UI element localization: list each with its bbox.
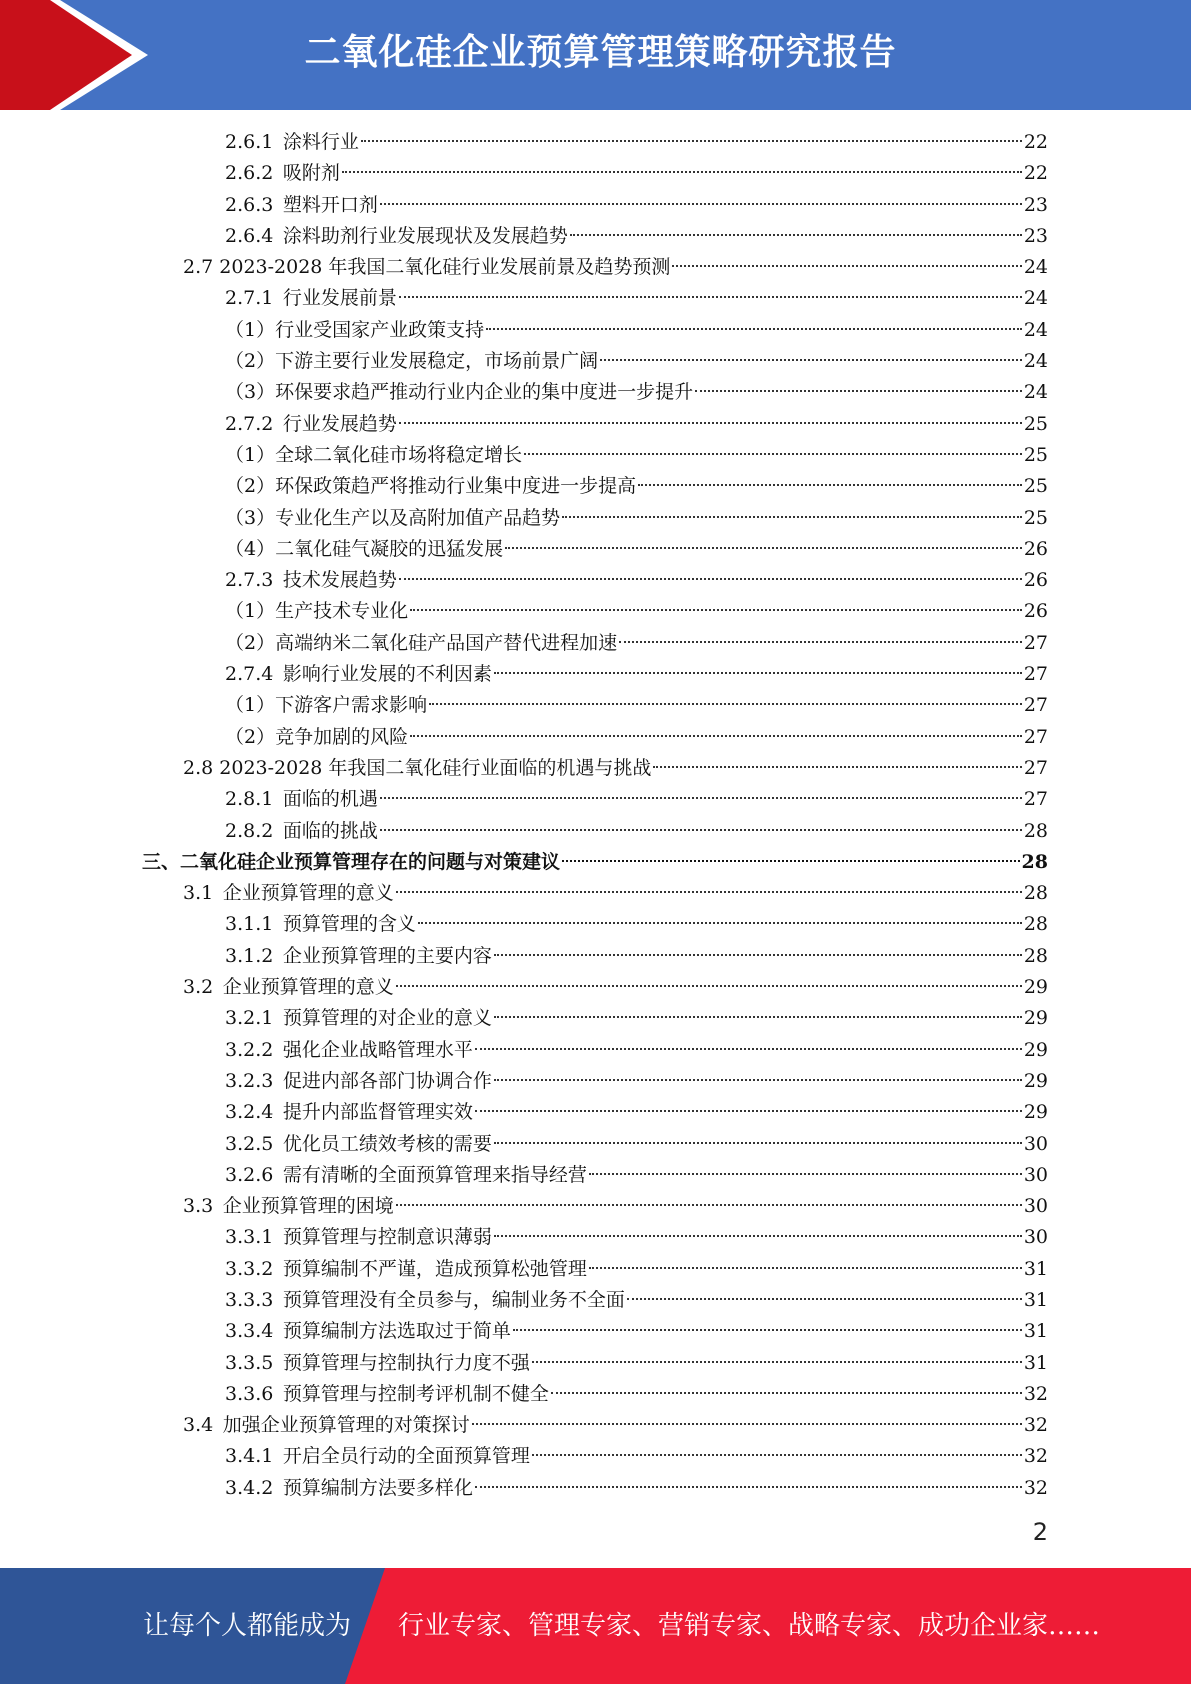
- toc-entry[interactable]: [0, 1410, 1191, 1441]
- toc-entry-title: [225, 534, 503, 565]
- toc-entry-text: 企业预算管理的意义: [222, 976, 394, 999]
- header-banner: [0, 0, 1191, 110]
- toc-entry-title: [225, 690, 427, 721]
- toc-entry-number: （1）: [225, 694, 276, 717]
- toc-entry-page: 27: [1023, 694, 1048, 717]
- toc-dot-leader: [494, 1142, 1022, 1144]
- toc-entry-page: 23: [1023, 193, 1048, 216]
- toc-entry-title: [225, 1316, 511, 1347]
- toc-entry-title: [225, 190, 378, 221]
- toc-entry-text: 行业发展前景: [282, 287, 397, 310]
- toc-entry-number: 三、: [142, 850, 181, 873]
- toc-entry-number: 2.6.4: [225, 224, 274, 247]
- toc-dot-leader: [399, 578, 1022, 580]
- toc-dot-leader: [532, 1361, 1022, 1363]
- toc-entry-title: [183, 1191, 394, 1222]
- toc-entry-title: [225, 628, 617, 659]
- toc-dot-leader: [475, 1110, 1022, 1112]
- toc-dot-leader: [399, 296, 1022, 298]
- toc-entry-title: [225, 722, 408, 753]
- toc-entry-title: [225, 1379, 549, 1410]
- toc-entry[interactable]: [0, 1379, 1191, 1410]
- toc-entry-text: 竞争加剧的风险: [275, 725, 409, 748]
- toc-entry-number: 3.2.6: [225, 1163, 274, 1186]
- toc-entry-page: 32: [1023, 1476, 1048, 1499]
- toc-entry-text: 面临的挑战: [282, 819, 378, 842]
- toc-entry-title: [225, 503, 560, 534]
- toc-dot-leader: [524, 453, 1022, 455]
- toc-entry-text: 下游客户需求影响: [275, 694, 428, 717]
- toc-entry-page: 23: [1023, 224, 1048, 247]
- toc-entry[interactable]: [0, 816, 1191, 847]
- toc-entry-number: （1）: [225, 318, 276, 341]
- report-title: 二氧化硅企业预算管理策略研究报告: [304, 32, 897, 73]
- toc-entry-title: [225, 596, 408, 627]
- toc-entry[interactable]: [0, 1348, 1191, 1379]
- toc-dot-leader: [410, 735, 1022, 737]
- toc-entry-text: 影响行业发展的不利因素: [282, 663, 492, 686]
- toc-entry-text: 涂料助剂行业发展现状及发展趋势: [282, 224, 568, 247]
- toc-entry-number: 3.2: [183, 976, 214, 999]
- toc-entry-page: 31: [1023, 1257, 1048, 1280]
- toc-entry[interactable]: [0, 1254, 1191, 1285]
- toc-entry-title: [225, 784, 378, 815]
- toc-entry-page: 25: [1023, 475, 1048, 498]
- toc-entry-text: 预算管理没有全员参与，编制业务不全面: [282, 1288, 625, 1311]
- toc-entry[interactable]: [0, 1473, 1191, 1504]
- toc-entry-number: 3.2.5: [225, 1132, 274, 1155]
- toc-entry-page: 32: [1023, 1414, 1048, 1437]
- toc-entry-title: [183, 1410, 470, 1441]
- toc-entry-number: 3.2.4: [225, 1101, 274, 1124]
- toc-entry-title: [225, 659, 492, 690]
- toc-dot-leader: [589, 1267, 1022, 1269]
- toc-entry-text: 促进内部各部门协调合作: [282, 1069, 492, 1092]
- toc-entry-title: [225, 1348, 530, 1379]
- toc-entry-page: 29: [1023, 1007, 1048, 1030]
- toc-entry-text: 环保政策趋严将推动行业集中度进一步提高: [275, 475, 637, 498]
- toc-entry-text: 下游主要行业发展稳定，市场前景广阔: [275, 350, 599, 373]
- toc-entry-page: 22: [1023, 162, 1048, 185]
- toc-entry-text: 技术发展趋势: [282, 569, 397, 592]
- toc-dot-leader: [672, 265, 1021, 267]
- toc-dot-leader: [380, 797, 1022, 799]
- toc-entry-page: 30: [1023, 1226, 1048, 1249]
- toc-dot-leader: [418, 922, 1022, 924]
- toc-dot-leader: [494, 1016, 1022, 1018]
- toc-dot-leader: [342, 171, 1022, 173]
- page-number: 2: [1032, 1518, 1048, 1546]
- toc-entry-title: [225, 409, 397, 440]
- toc-entry[interactable]: [0, 158, 1191, 189]
- toc-entry-text: 全球二氧化硅市场将稳定增长: [275, 443, 523, 466]
- toc-entry-text: 预算管理与控制执行力度不强: [282, 1351, 530, 1374]
- footer-banner: [0, 1568, 1191, 1684]
- toc-entry-title: [225, 471, 636, 502]
- toc-entry-page: 25: [1023, 412, 1048, 435]
- toc-entry-title: [225, 377, 693, 408]
- toc-entry-number: 3.4.1: [225, 1445, 274, 1468]
- toc-dot-leader: [513, 1329, 1022, 1331]
- toc-entry[interactable]: [0, 315, 1191, 346]
- toc-entry-text: 预算编制方法要多样化: [282, 1476, 473, 1499]
- toc-entry-page: 24: [1023, 381, 1048, 404]
- toc-entry-title: [225, 909, 416, 940]
- toc-entry[interactable]: [0, 283, 1191, 314]
- toc-entry-page: 28: [1023, 944, 1048, 967]
- toc-entry-text: 二氧化硅气凝胶的迅猛发展: [275, 537, 504, 560]
- toc-entry[interactable]: [0, 847, 1191, 878]
- toc-dot-leader: [380, 203, 1022, 205]
- toc-entry-title: [225, 346, 598, 377]
- toc-entry-text: 预算管理与控制意识薄弱: [282, 1226, 492, 1249]
- toc-entry-text: 专业化生产以及高附加值产品趋势: [275, 506, 561, 529]
- toc-entry[interactable]: [0, 1191, 1191, 1222]
- toc-entry-text: 行业发展趋势: [282, 412, 397, 435]
- toc-entry-text: 2023-2028 年我国二氧化硅行业面临的机遇与挑战: [219, 756, 652, 779]
- toc-entry-page: 30: [1023, 1132, 1048, 1155]
- toc-entry[interactable]: [0, 972, 1191, 1003]
- toc-entry[interactable]: [0, 1285, 1191, 1316]
- toc-entry[interactable]: [0, 471, 1191, 502]
- footer-slogan-left: 让每个人都能成为: [143, 1611, 352, 1641]
- toc-entry-page: 25: [1023, 506, 1048, 529]
- toc-entry-number: 2.8.2: [225, 819, 274, 842]
- toc-entry-title: [142, 847, 560, 878]
- toc-entry-page: 29: [1023, 1101, 1048, 1124]
- toc-entry-title: [225, 1035, 473, 1066]
- toc-entry-title: [183, 753, 651, 784]
- toc-entry-page: 27: [1023, 631, 1048, 654]
- toc-entry-number: （2）: [225, 631, 276, 654]
- toc-entry-text: 预算管理的含义: [282, 913, 416, 936]
- toc-entry-text: 预算管理与控制考评机制不健全: [282, 1382, 549, 1405]
- toc-dot-leader: [396, 891, 1022, 893]
- toc-entry-page: 24: [1023, 256, 1048, 279]
- toc-entry-title: [183, 252, 670, 283]
- toc-entry-text: 涂料行业: [282, 131, 359, 153]
- toc-entry-number: 3.2.3: [225, 1069, 274, 1092]
- toc-entry-text: 提升内部监督管理实效: [282, 1101, 473, 1124]
- toc-dot-leader: [505, 547, 1022, 549]
- toc-dot-leader: [695, 390, 1022, 392]
- toc-entry-text: 面临的机遇: [282, 788, 378, 811]
- toc-entry-number: 2.8.1: [225, 788, 274, 811]
- toc-entry-title: [225, 1129, 492, 1160]
- toc-entry[interactable]: [0, 252, 1191, 283]
- toc-entry-page: 31: [1023, 1288, 1048, 1311]
- toc-entry-page: 32: [1023, 1382, 1048, 1405]
- toc-entry-number: （1）: [225, 443, 276, 466]
- toc-dot-leader: [486, 328, 1022, 330]
- toc-entry-page: 27: [1023, 788, 1048, 811]
- toc-entry-page: 31: [1023, 1320, 1048, 1343]
- toc-entry-number: （2）: [225, 350, 276, 373]
- toc-entry-page: 31: [1023, 1351, 1048, 1374]
- toc-entry[interactable]: [0, 565, 1191, 596]
- toc-entry-page: 27: [1023, 756, 1048, 779]
- toc-entry-number: 3.3.3: [225, 1288, 274, 1311]
- toc-entry[interactable]: [0, 878, 1191, 909]
- toc-dot-leader: [410, 609, 1022, 611]
- toc-dot-leader: [396, 1204, 1022, 1206]
- toc-dot-leader: [494, 1079, 1022, 1081]
- toc-entry-number: 3.3.5: [225, 1351, 274, 1374]
- toc-entry-number: （4）: [225, 537, 276, 560]
- toc-entry-title: [183, 972, 394, 1003]
- toc-entry-title: [225, 1441, 530, 1472]
- toc-entry-page: 22: [1023, 131, 1048, 153]
- toc-entry-number: 3.3.4: [225, 1320, 274, 1343]
- toc-entry-page: 30: [1023, 1163, 1048, 1186]
- toc-dot-leader: [551, 1392, 1022, 1394]
- toc-entry-number: 2.6.2: [225, 162, 274, 185]
- toc-entry-text: 生产技术专业化: [275, 600, 409, 623]
- toc-entry[interactable]: [0, 1066, 1191, 1097]
- toc-entry[interactable]: [0, 722, 1191, 753]
- toc-entry[interactable]: [0, 1160, 1191, 1191]
- toc-entry-text: 需有清晰的全面预算管理来指导经营: [282, 1163, 587, 1186]
- toc-entry-text: 开启全员行动的全面预算管理: [282, 1445, 530, 1468]
- toc-entry-page: 29: [1023, 1038, 1048, 1061]
- toc-dot-leader: [399, 422, 1022, 424]
- toc-entry-title: [225, 158, 340, 189]
- toc-entry-number: 3.4: [183, 1414, 214, 1437]
- toc-entry-text: 企业预算管理的主要内容: [282, 944, 492, 967]
- toc-entry-text: 预算编制方法选取过于简单: [282, 1320, 511, 1343]
- toc-dot-leader: [475, 1048, 1022, 1050]
- toc-entry-title: [225, 221, 568, 252]
- toc-entry[interactable]: [0, 1441, 1191, 1472]
- toc-dot-leader: [600, 359, 1022, 361]
- toc-entry-number: 2.6.3: [225, 193, 274, 216]
- toc-entry[interactable]: [0, 784, 1191, 815]
- toc-dot-leader: [380, 829, 1022, 831]
- toc-dot-leader: [627, 1298, 1022, 1300]
- toc-dot-leader: [653, 766, 1021, 768]
- toc-dot-leader: [638, 484, 1022, 486]
- toc-entry[interactable]: [0, 628, 1191, 659]
- toc-entry-number: 2.7.2: [225, 412, 274, 435]
- toc-entry-number: 2.8: [183, 756, 214, 779]
- toc-entry-page: 24: [1023, 318, 1048, 341]
- toc-dot-leader: [361, 140, 1022, 142]
- toc-entry-page: 29: [1023, 976, 1048, 999]
- toc-entry-page: 30: [1023, 1195, 1048, 1218]
- toc-entry-text: 预算编制不严谨，造成预算松弛管理: [282, 1257, 587, 1280]
- toc-entry[interactable]: [0, 190, 1191, 221]
- toc-entry[interactable]: [0, 221, 1191, 252]
- toc-entry-text: 2023-2028 年我国二氧化硅行业发展前景及趋势预测: [219, 256, 671, 279]
- toc-dot-leader: [396, 985, 1022, 987]
- toc-entry[interactable]: [0, 659, 1191, 690]
- toc-entry[interactable]: [0, 690, 1191, 721]
- toc-entry-number: 2.7.3: [225, 569, 274, 592]
- toc-entry-page: 24: [1023, 287, 1048, 310]
- toc-entry[interactable]: [0, 1129, 1191, 1160]
- toc-dot-leader: [532, 1454, 1022, 1456]
- toc-entry-text: 优化员工绩效考核的需要: [282, 1132, 492, 1155]
- toc-entry-number: 3.3.1: [225, 1226, 274, 1249]
- toc-entry-number: （2）: [225, 475, 276, 498]
- toc-dot-leader: [472, 1423, 1022, 1425]
- toc-dot-leader: [475, 1486, 1022, 1488]
- toc-entry-number: 3.2.2: [225, 1038, 274, 1061]
- toc-entry[interactable]: [0, 1222, 1191, 1253]
- toc-entry-text: 二氧化硅企业预算管理存在的问题与对策建议: [180, 850, 561, 873]
- toc-entry-number: 2.6.1: [225, 131, 274, 153]
- toc-entry-page: 26: [1023, 537, 1048, 560]
- toc-entry-text: 吸附剂: [282, 162, 340, 185]
- toc-dot-leader: [494, 1235, 1022, 1237]
- toc-entry-text: 强化企业战略管理水平: [282, 1038, 473, 1061]
- toc-entry-title: [225, 1160, 587, 1191]
- toc-entry-text: 加强企业预算管理的对策探讨: [222, 1414, 470, 1437]
- toc-entry-page: 28: [1023, 882, 1048, 905]
- toc-entry[interactable]: [0, 440, 1191, 471]
- toc-entry[interactable]: [0, 346, 1191, 377]
- toc-entry-text: 高端纳米二氧化硅产品国产替代进程加速: [275, 631, 618, 654]
- toc-entry[interactable]: [0, 377, 1191, 408]
- toc-entry-title: [225, 816, 378, 847]
- toc-dot-leader: [494, 954, 1022, 956]
- toc-entry-text: 企业预算管理的意义: [222, 882, 394, 905]
- toc-entry-page: 25: [1023, 443, 1048, 466]
- toc-dot-leader: [429, 703, 1022, 705]
- toc-entry-number: 2.7: [183, 256, 214, 279]
- toc-entry[interactable]: [0, 127, 1191, 158]
- toc-entry[interactable]: [0, 909, 1191, 940]
- toc-entry-number: 3.3.2: [225, 1257, 274, 1280]
- toc-entry-title: [225, 1473, 473, 1504]
- toc-entry-number: 3.1.1: [225, 913, 274, 936]
- toc-entry-text: 企业预算管理的困境: [222, 1195, 394, 1218]
- toc-entry-text: 塑料开口剂: [282, 193, 378, 216]
- toc-entry-page: 27: [1023, 663, 1048, 686]
- toc-entry-title: [225, 1222, 492, 1253]
- toc-dot-leader: [619, 641, 1022, 643]
- toc-entry-number: 3.2.1: [225, 1007, 274, 1030]
- toc-entry-number: 2.7.1: [225, 287, 274, 310]
- toc-entry-title: [225, 315, 484, 346]
- toc-entry[interactable]: [0, 1035, 1191, 1066]
- toc-entry-title: [225, 941, 492, 972]
- toc-entry-title: [225, 1097, 473, 1128]
- toc-entry-text: 预算管理的对企业的意义: [282, 1007, 492, 1030]
- toc-entry-number: 3.3.6: [225, 1382, 274, 1405]
- toc-entry-page: 24: [1023, 350, 1048, 373]
- toc-entry[interactable]: [0, 1097, 1191, 1128]
- toc-entry-page: 26: [1023, 569, 1048, 592]
- toc-dot-leader: [562, 516, 1022, 518]
- toc-entry-number: 3.1: [183, 882, 214, 905]
- toc-entry-text: 环保要求趋严推动行业内企业的集中度进一步提升: [275, 381, 694, 404]
- toc-entry-page: 26: [1023, 600, 1048, 623]
- toc-dot-leader: [589, 1173, 1022, 1175]
- toc-entry-text: 行业受国家产业政策支持: [275, 318, 485, 341]
- toc-entry[interactable]: [0, 753, 1191, 784]
- toc-entry-number: （3）: [225, 381, 276, 404]
- toc-entry-title: [225, 440, 522, 471]
- toc-entry-page: 29: [1023, 1069, 1048, 1092]
- toc-entry-title: [225, 1066, 492, 1097]
- toc-entry[interactable]: [0, 409, 1191, 440]
- toc-entry[interactable]: [0, 1316, 1191, 1347]
- toc-entry-title: [225, 283, 397, 314]
- toc-entry-title: [225, 127, 359, 158]
- toc-entry-page: 28: [1023, 913, 1048, 936]
- toc-entry[interactable]: [0, 596, 1191, 627]
- toc-entry-title: [225, 1254, 587, 1285]
- toc-entry-number: 2.7.4: [225, 663, 274, 686]
- toc-entry-page: 28: [1021, 850, 1048, 873]
- toc-entry-page: 27: [1023, 725, 1048, 748]
- toc-entry-number: 3.1.2: [225, 944, 274, 967]
- toc-dot-leader: [494, 672, 1022, 674]
- toc-dot-leader: [562, 860, 1020, 862]
- toc-entry[interactable]: [0, 534, 1191, 565]
- toc-entry-title: [225, 1003, 492, 1034]
- toc-entry-page: 28: [1023, 819, 1048, 842]
- footer-slogan-right: 行业专家、管理专家、营销专家、战略专家、成功企业家……: [398, 1611, 1101, 1641]
- toc-entry-number: （3）: [225, 506, 276, 529]
- toc-entry-number: 3.3: [183, 1195, 214, 1218]
- toc-entry-title: [225, 565, 397, 596]
- toc-entry-page: 32: [1023, 1445, 1048, 1468]
- toc-entry-number: （2）: [225, 725, 276, 748]
- toc-entry-title: [225, 1285, 625, 1316]
- toc-entry-number: （1）: [225, 600, 276, 623]
- toc-entry-number: 3.4.2: [225, 1476, 274, 1499]
- toc-entry-title: [183, 878, 394, 909]
- toc-entry[interactable]: [0, 1003, 1191, 1034]
- toc-entry[interactable]: [0, 503, 1191, 534]
- toc-entry[interactable]: [0, 941, 1191, 972]
- table-of-contents: [0, 127, 1191, 1504]
- toc-dot-leader: [570, 234, 1022, 236]
